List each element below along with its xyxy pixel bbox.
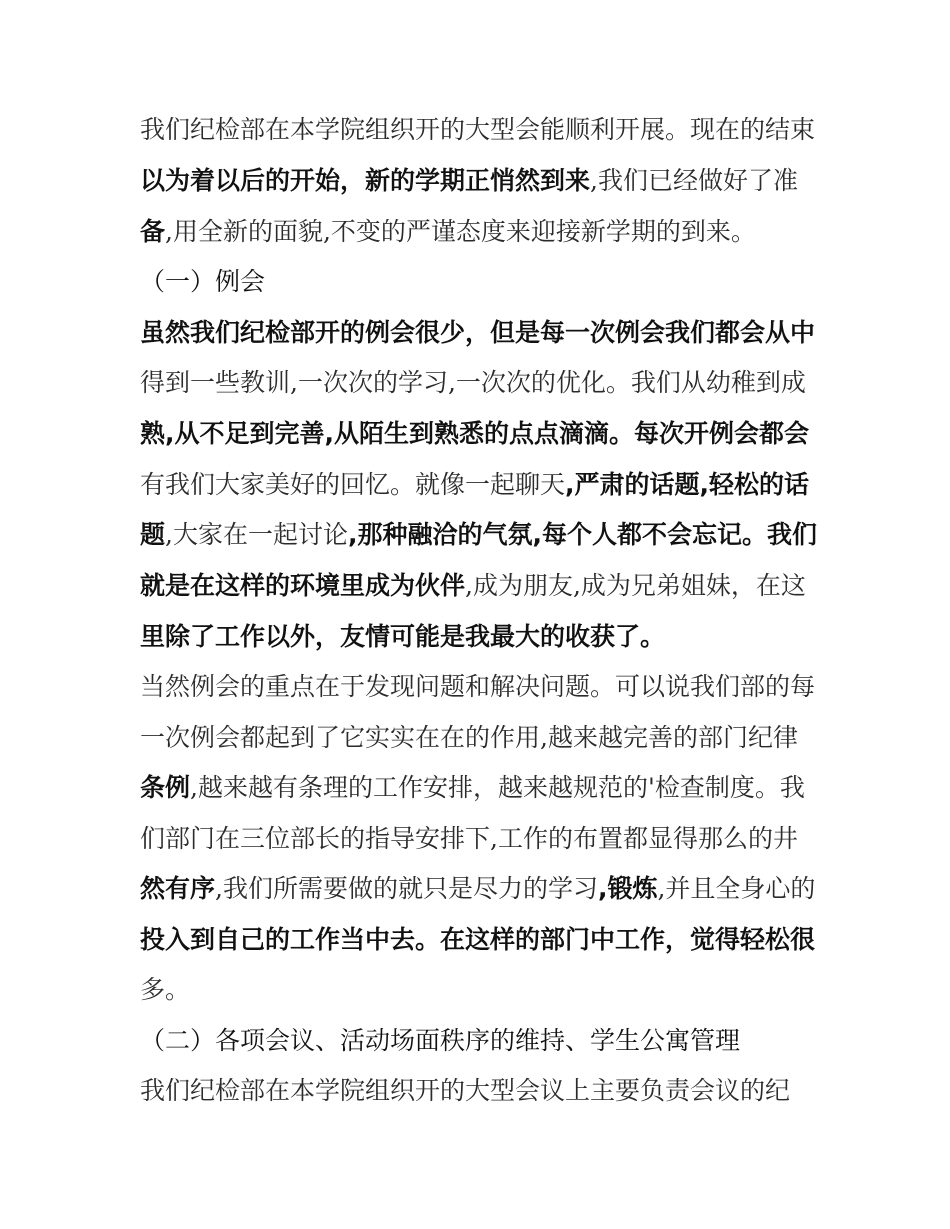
text-run: 然有序 xyxy=(140,874,216,903)
text-run: 就是在这样的环境里成为伙伴 xyxy=(140,571,466,600)
text-run: （二）各项会议、活动场面秩序的维持、学生公寓管理 xyxy=(140,1026,741,1055)
text-run: （一）例会 xyxy=(140,267,266,296)
text-run: ,大家在一起讨论 xyxy=(165,520,348,549)
text-line xyxy=(140,920,815,960)
text-line xyxy=(140,970,190,1010)
text-run: ,并且全身心的 xyxy=(657,874,816,903)
text-run: ,越来越有条理的工作安排，越来越规范的'检查制度。我 xyxy=(190,773,805,802)
text-line xyxy=(140,363,806,403)
text-run: 里除了工作以外，友情可能是我最大的收获了。 xyxy=(140,622,666,651)
text-run: 投入到自己的工作当中去。在这样的部门中工作，觉得轻松很 xyxy=(140,925,816,954)
text-line xyxy=(140,566,806,606)
text-line xyxy=(140,161,798,201)
text-run: 题 xyxy=(140,520,166,549)
text-line xyxy=(140,617,665,657)
text-run: 们部门在三位部长的指导安排下,工作的布置都显得那么的井 xyxy=(140,824,798,853)
text-run: 得到一些教训,一次次的学习,一次次的优化。我们从幼稚到成 xyxy=(140,368,806,397)
text-run: ,我们所需要做的就只是尽力的学习 xyxy=(215,874,598,903)
text-run: ,用全新的面貌,不变的严谨态度来迎接新学期的到来。 xyxy=(165,217,756,246)
text-run: 条例 xyxy=(140,773,191,802)
text-run: ,严肃的话题,轻松的话 xyxy=(565,470,810,499)
text-run: 一次例会都起到了它实实在在的作用,越来越完善的部门纪律 xyxy=(140,723,798,752)
text-run: 虽然我们纪检部开的例会很少，但是每一次例会我们都会从中 xyxy=(140,318,816,347)
text-line xyxy=(140,465,809,505)
section-heading xyxy=(140,262,265,302)
text-run: ,锻炼 xyxy=(597,874,658,903)
text-line xyxy=(140,212,756,252)
text-run: 熟,从不足到完善,从陌生到熟悉的点点滴滴。每次开例会都会 xyxy=(140,419,809,448)
text-line xyxy=(140,768,805,808)
text-run: ,成为朋友,成为兄弟姐妹，在这 xyxy=(465,571,806,600)
text-line xyxy=(140,414,809,454)
text-run: 备 xyxy=(140,217,166,246)
text-line xyxy=(140,718,798,758)
text-run: 我们纪检部在本学院组织开的大型会能顺利开展。现在的结束 xyxy=(140,115,816,144)
text-run: ,那种融洽的气氛,每个人都不会忘记。我们 xyxy=(347,520,817,549)
text-run: 以为着以后的开始，新的学期正悄然到来 xyxy=(140,166,591,195)
text-line xyxy=(140,869,815,909)
text-line xyxy=(140,667,815,707)
section-heading xyxy=(140,1021,740,1061)
text-run: ,我们已经做好了准 xyxy=(590,166,798,195)
text-line xyxy=(140,515,817,555)
text-line xyxy=(140,110,815,150)
text-run: 当然例会的重点在于发现问题和解决问题。可以说我们部的每 xyxy=(140,672,816,701)
text-run: 有我们大家美好的回忆。就像一起聊天 xyxy=(140,470,566,499)
text-line xyxy=(140,819,798,859)
text-run: 我们纪检部在本学院组织开的大型会议上主要负责会议的纪 xyxy=(140,1076,791,1105)
text-line xyxy=(140,313,815,353)
text-line xyxy=(140,1071,790,1111)
text-run: 多。 xyxy=(140,975,191,1004)
